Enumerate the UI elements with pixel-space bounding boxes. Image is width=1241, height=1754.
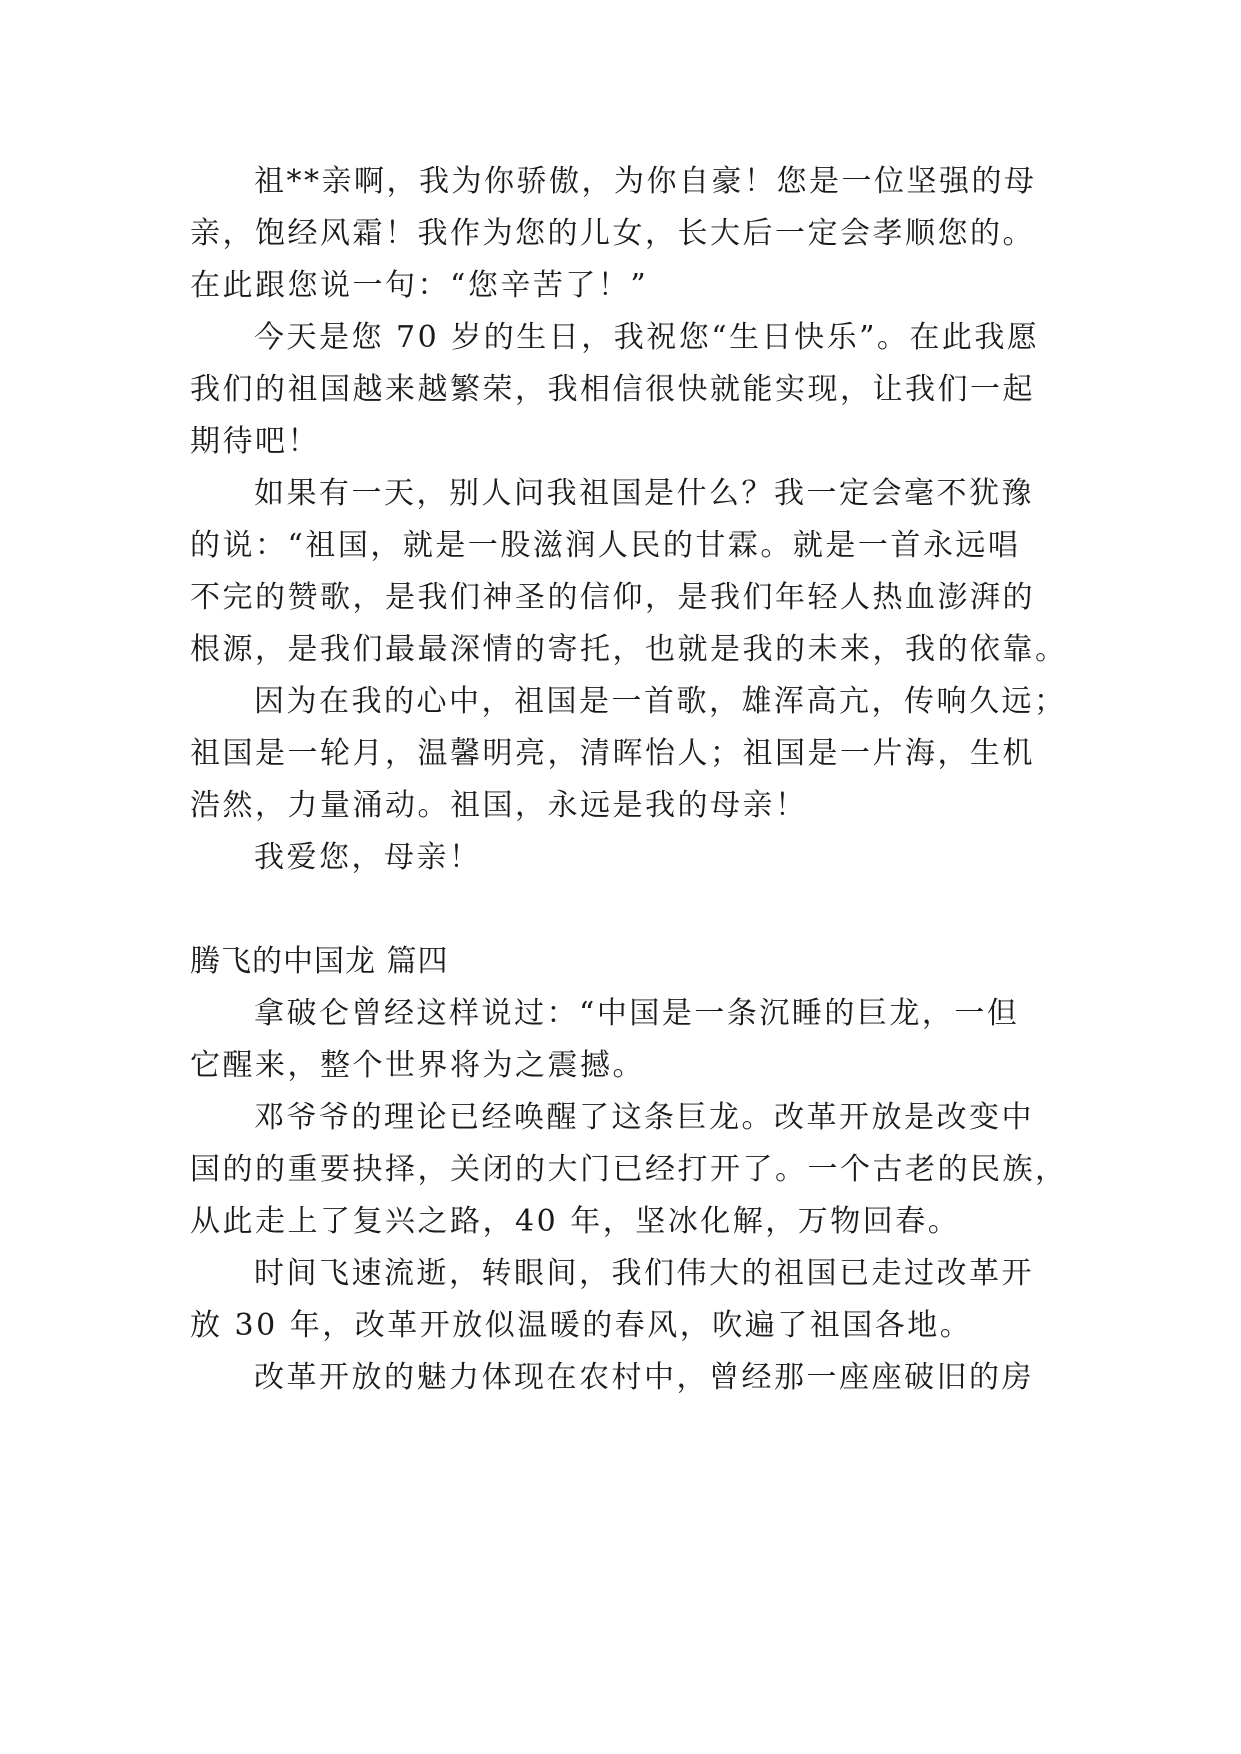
paragraph-line: 在此跟您说一句：“您辛苦了！” bbox=[190, 268, 649, 303]
paragraph-line: 如果有一天，别人问我祖国是什么？我一定会毫不犹豫 bbox=[254, 476, 1034, 511]
paragraph-line: 邓爷爷的理论已经唤醒了这条巨龙。改革开放是改变中 bbox=[254, 1100, 1034, 1135]
paragraph-line: 不完的赞歌，是我们神圣的信仰，是我们年轻人热血澎湃的 bbox=[190, 580, 1035, 615]
paragraph-line: 我爱您，母亲！ bbox=[254, 840, 482, 875]
paragraph-line: 从此走上了复兴之路，40 年，坚冰化解，万物回春。 bbox=[190, 1204, 961, 1239]
paragraph-line: 国的的重要抉择，关闭的大门已经打开了。一个古老的民族， bbox=[190, 1152, 1068, 1187]
paragraph-line: 浩然，力量涌动。祖国，永远是我的母亲！ bbox=[190, 788, 808, 823]
paragraph-line: 它醒来，整个世界将为之震撼。 bbox=[190, 1048, 645, 1083]
paragraph-line: 根源，是我们最最深情的寄托，也就是我的未来，我的依靠。 bbox=[190, 632, 1068, 667]
paragraph-line: 时间飞速流逝，转眼间，我们伟大的祖国已走过改革开 bbox=[254, 1256, 1034, 1291]
paragraph-line: 的说：“祖国，就是一股滋润人民的甘霖。就是一首永远唱 bbox=[190, 528, 1021, 563]
paragraph-line: 因为在我的心中，祖国是一首歌，雄浑高亢，传响久远； bbox=[254, 684, 1067, 719]
paragraph-line: 改革开放的魅力体现在农村中，曾经那一座座破旧的房 bbox=[254, 1360, 1034, 1395]
paragraph-line: 期待吧！ bbox=[190, 424, 320, 459]
paragraph-line: 放 30 年，改革开放似温暖的春风，吹遍了祖国各地。 bbox=[190, 1308, 973, 1343]
section-heading: 腾飞的中国龙 篇四 bbox=[190, 944, 449, 979]
paragraph-line: 亲，饱经风霜！我作为您的儿女，长大后一定会孝顺您的。 bbox=[190, 216, 1035, 251]
paragraph-line: 祖**亲啊，我为你骄傲，为你自豪！您是一位坚强的母 bbox=[254, 164, 1037, 199]
paragraph-line: 我们的祖国越来越繁荣，我相信很快就能实现，让我们一起 bbox=[190, 372, 1035, 407]
paragraph-line: 祖国是一轮月，温馨明亮，清晖怡人；祖国是一片海，生机 bbox=[190, 736, 1035, 771]
paragraph-line: 今天是您 70 岁的生日，我祝您“生日快乐”。在此我愿 bbox=[254, 320, 1040, 355]
paragraph-line: 拿破仑曾经这样说过：“中国是一条沉睡的巨龙，一但 bbox=[254, 996, 1020, 1031]
